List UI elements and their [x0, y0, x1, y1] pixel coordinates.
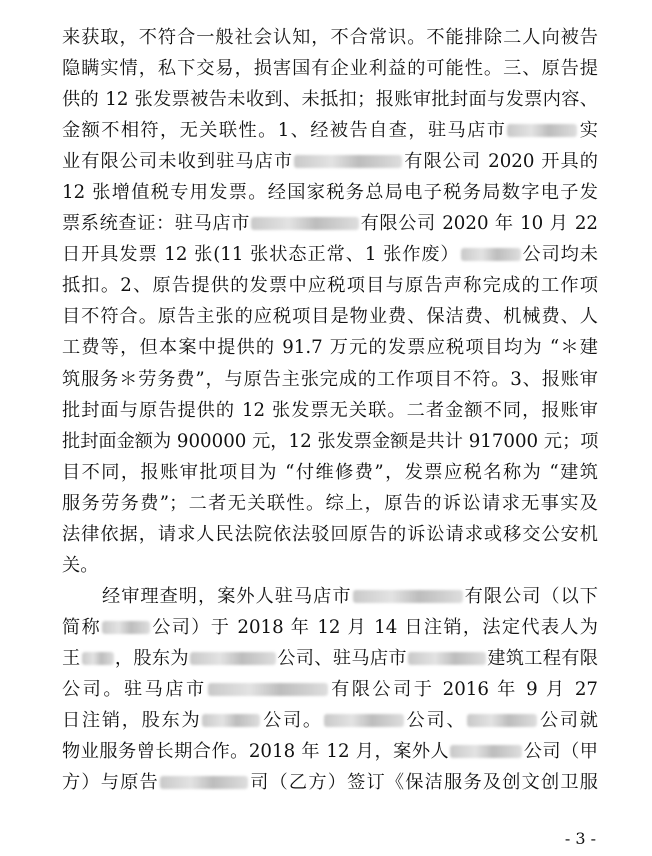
text-line: 方）与原告 司（乙方）签订《保洁服务及创文创卫服	[62, 772, 598, 794]
text-line: 简称 公司）于 2018 年 12 月 14 日注销，法定代表人为	[62, 616, 598, 638]
text-line: 目不同，报账审批项目为 “付维修费”，发票应税名称为 “建筑	[62, 461, 598, 483]
document-body	[62, 22, 598, 798]
text-line: 12 张增值税专用发票。经国家税务总局电子税务局数字电子发	[62, 182, 598, 204]
text-line: 经审理查明，案外人驻马店市 有限公司（以下	[102, 585, 598, 607]
redaction-blur	[190, 652, 276, 665]
redaction-blur	[353, 590, 463, 603]
text-line: 日开具发票 12 张(11 张状态正常、1 张作废） 公司均未	[62, 244, 598, 266]
redaction-blur	[202, 714, 260, 727]
text-line: 批封面与原告提供的 12 张发票无关联。二者金额不同，报账审	[62, 399, 598, 421]
text-line: 批封面金额为 900000 元，12 张发票金额是共计 917000 元；项	[62, 430, 599, 452]
redaction-blur	[408, 652, 486, 665]
text-line: 法律依据，请求人民法院依法驳回原告的诉讼请求或移交公安机	[62, 523, 598, 545]
page-number: - 3 -	[564, 829, 596, 848]
redaction-blur	[251, 217, 359, 230]
text-line: 工费等，但本案中提供的 91.7 万元的发票应税项目均为 “＊建	[62, 337, 598, 359]
text-line: 物业服务曾长期合作。2018 年 12 月，案外人 公司（甲	[62, 741, 598, 763]
redaction-blur	[450, 745, 522, 758]
redaction-blur	[102, 621, 150, 634]
text-line: 筑服务＊劳务费”，与原告主张完成的工作项目不符。3、报账审	[62, 368, 598, 390]
redaction-blur	[467, 714, 537, 727]
text-line: 金额不相符，无关联性。1、经被告自查，驻马店市 实	[62, 120, 598, 142]
text-line: 业有限公司未收到驻马店市 有限公司 2020 开具的	[62, 151, 598, 173]
text-line: 公司。驻马店市 有限公司于 2016 年 9 月 27	[62, 678, 598, 700]
text-line: 隐瞒实情，私下交易，损害国有企业利益的可能性。三、原告提	[62, 58, 598, 80]
redaction-blur	[208, 683, 328, 696]
text-line: 日注销，股东为 公司。 公司、 公司就	[62, 710, 598, 732]
redaction-blur	[294, 155, 402, 168]
text-line: 抵扣。2、原告提供的发票中应税项目与原告声称完成的工作项	[62, 275, 598, 297]
text-line: 来获取，不符合一般社会认知，不合常识。不能排除二人向被告	[62, 27, 598, 48]
paragraph-2	[62, 581, 598, 798]
redaction-blur	[324, 714, 404, 727]
text-line: 票系统查证：驻马店市 有限公司 2020 年 10 月 22	[62, 213, 598, 235]
paragraph-1	[62, 22, 598, 581]
redaction-blur	[507, 124, 577, 137]
redaction-blur	[160, 776, 248, 789]
text-line: 服务劳务费”；二者无关联性。综上，原告的诉讼请求无事实及	[62, 492, 598, 514]
text-line: 目不符合。原告主张的应税项目是物业费、保洁费、机械费、人	[62, 306, 598, 328]
redaction-blur	[82, 652, 114, 665]
text-line: 关。	[62, 554, 99, 576]
redaction-blur	[461, 248, 521, 261]
text-line: 供的 12 张发票被告未收到、未抵扣；报账审批封面与发票内容、	[62, 89, 598, 111]
text-line: 王 ，股东为 公司、驻马店市 建筑工程有限	[62, 647, 598, 669]
